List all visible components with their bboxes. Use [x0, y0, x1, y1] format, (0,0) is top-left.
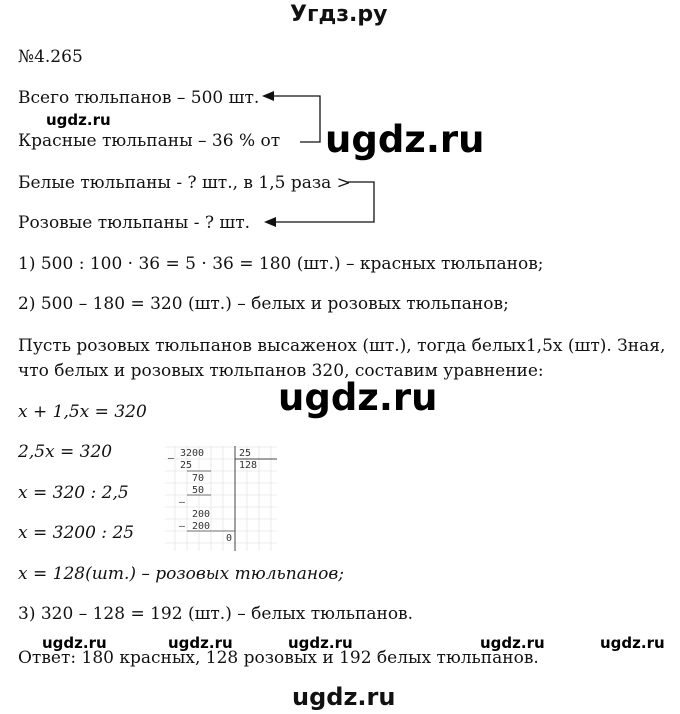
watermark: ugdz.ru — [42, 634, 107, 652]
division-quotient: 128 — [239, 460, 258, 471]
condition-red: Красные тюльпаны – 36 % от — [18, 131, 281, 151]
footer-site: ugdz.ru — [292, 683, 396, 711]
condition-pink: Розовые тюльпаны - ? шт. — [18, 213, 251, 233]
condition-total: Всего тюльпанов – 500 шт. — [18, 88, 260, 108]
equation-4: x = 3200 : 25 — [18, 523, 135, 543]
division-row: 0 — [226, 533, 233, 544]
equation-1: x + 1,5x = 320 — [18, 402, 147, 422]
division-divisor: 25 — [239, 448, 252, 459]
division-row: 200 — [192, 521, 211, 532]
step-3: 3) 320 – 128 = 192 (шт.) – белых тюльпанов. — [18, 604, 414, 624]
watermark: ugdz.ru — [325, 118, 485, 161]
division-row: 25 — [180, 460, 193, 471]
division-dividend: 3200 — [180, 448, 205, 459]
condition-white: Белые тюльпаны - ? шт., в 1,5 раза > — [18, 173, 351, 193]
watermark: ugdz.ru — [168, 634, 233, 652]
equation-2: 2,5x = 320 — [18, 442, 113, 462]
svg-text:–: – — [179, 521, 186, 532]
division-row: 200 — [192, 509, 211, 520]
division-row: 50 — [192, 485, 205, 496]
explanation-2: что белых и розовых тюльпанов 320, составим уравнение: — [18, 361, 544, 381]
svg-text:–: – — [168, 453, 175, 464]
site-title: Угдз.ру — [290, 2, 388, 27]
watermark: ugdz.ru — [288, 634, 353, 652]
watermark: ugdz.ru — [278, 376, 438, 419]
watermark: ugdz.ru — [600, 634, 665, 652]
explanation-1: Пусть розовых тюльпанов высаженох (шт.), тогда белых1,5x (шт). Зная, — [18, 336, 666, 356]
equation-3: x = 320 : 2,5 — [18, 483, 129, 503]
bracket-arrows — [0, 0, 680, 240]
step-1: 1) 500 : 100 · 36 = 5 · 36 = 180 (шт.) – красных тюльпанов; — [18, 254, 544, 274]
equation-5: x = 128(шт.) – розовых тюльпанов; — [18, 564, 344, 584]
answer: Ответ: 180 красных, 128 розовых и 192 белых тюльпанов. — [18, 648, 539, 668]
long-division — [165, 446, 280, 554]
step-2: 2) 500 – 180 = 320 (шт.) – белых и розовых тюльпанов; — [18, 294, 509, 314]
watermark: ugdz.ru — [46, 111, 111, 129]
division-row: 70 — [192, 473, 205, 484]
watermark: ugdz.ru — [480, 634, 545, 652]
svg-text:–: – — [179, 497, 186, 508]
problem-number: №4.265 — [18, 47, 83, 67]
